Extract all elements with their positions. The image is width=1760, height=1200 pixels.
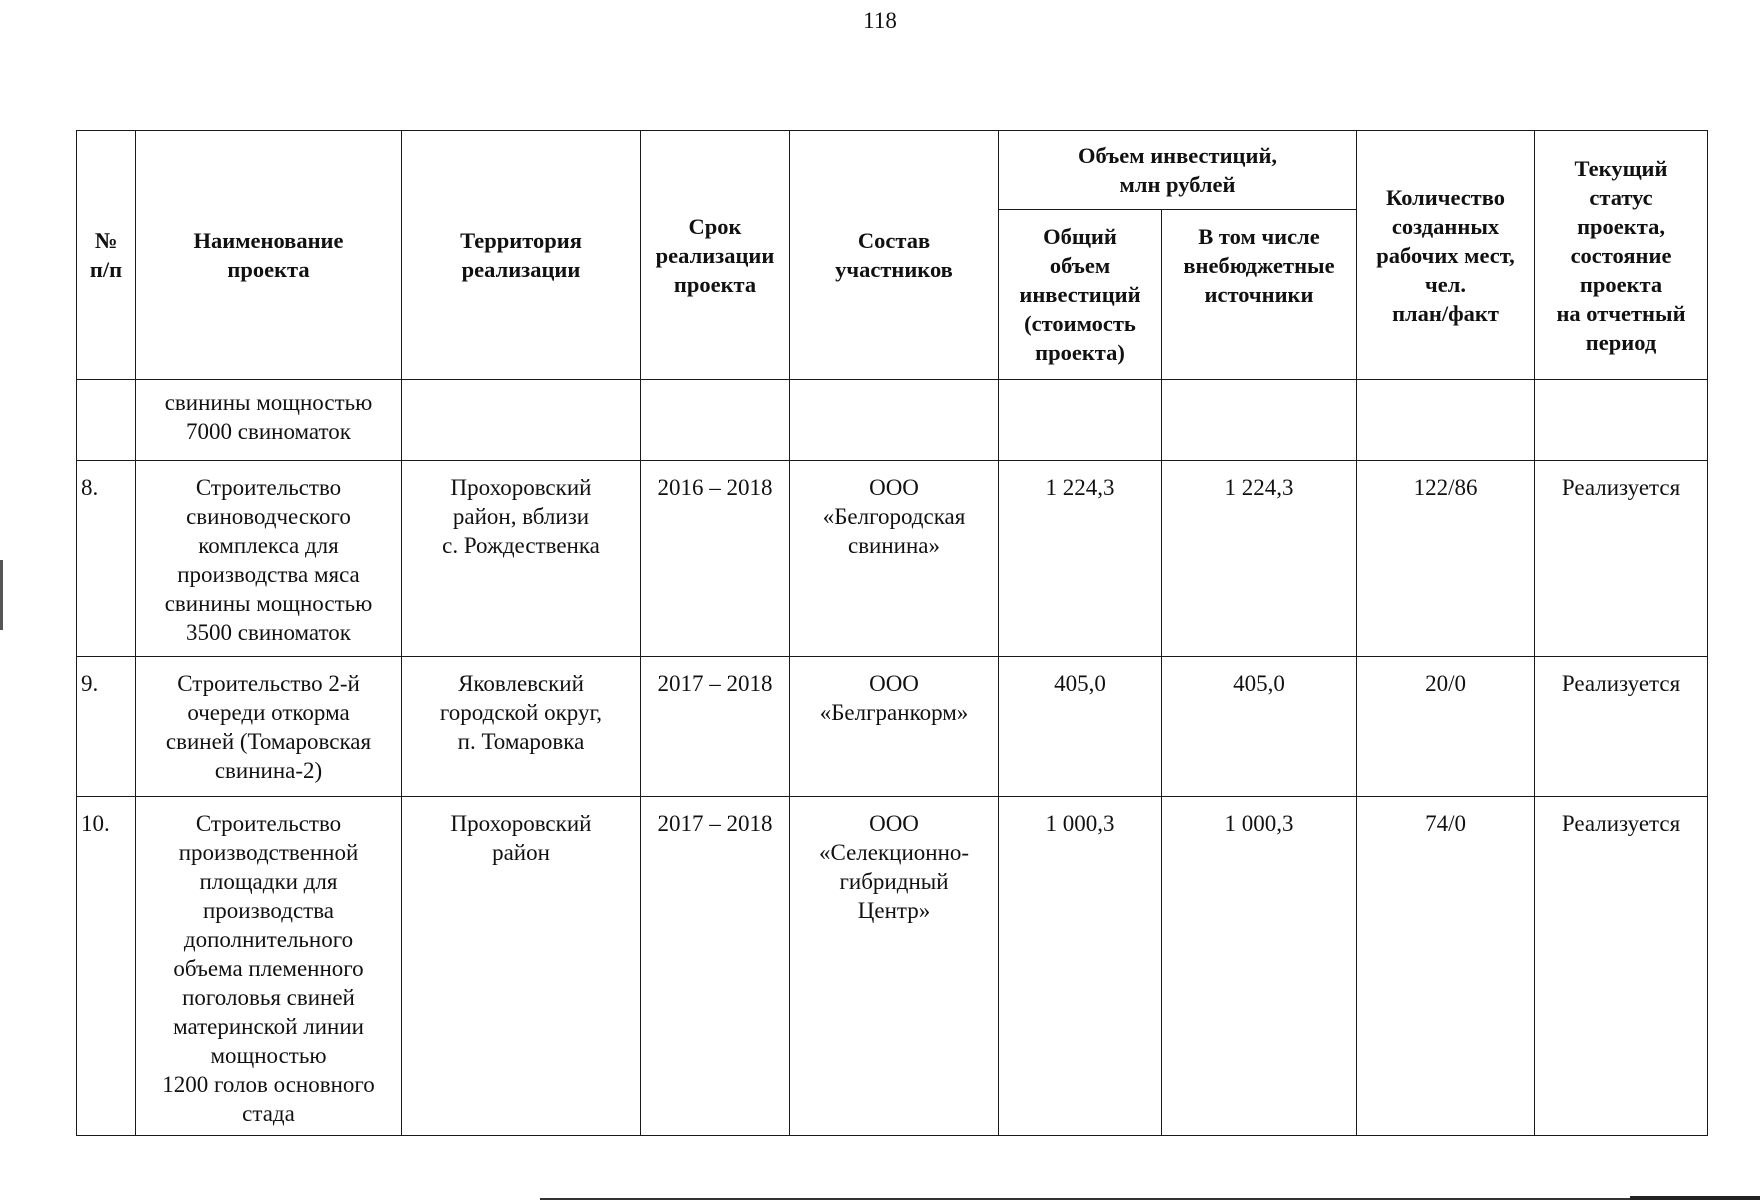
cell-participants: ООО «Селекционно- гибридный Центр»: [790, 797, 999, 1136]
cell-num: [77, 380, 136, 461]
investment-projects-table: [76, 130, 1708, 1136]
table-row: [77, 657, 1708, 797]
cell-period: 2017 – 2018: [641, 657, 790, 797]
cell-num: 10.: [77, 797, 136, 1136]
cell-participants: [790, 380, 999, 461]
cell-investment-total: [999, 380, 1162, 461]
cell-territory: Прохоровский район, вблизи с. Рождественка: [402, 461, 641, 657]
cell-num: 9.: [77, 657, 136, 797]
cell-investment-total: 1 000,3: [999, 797, 1162, 1136]
cell-investment-total: 1 224,3: [999, 461, 1162, 657]
page-number: 118: [863, 8, 897, 33]
header-investment-total: Общий объем инвестиций (стоимость проекта): [999, 210, 1162, 380]
cell-status: Реализуется: [1535, 657, 1708, 797]
scan-edge-mark: [0, 560, 3, 630]
header-jobs: Количество созданных рабочих мест, чел. план/факт: [1357, 131, 1535, 380]
bottom-rule-thick: [1630, 1196, 1760, 1200]
header-status: Текущий статус проекта, состояние проекта на отчетный период: [1535, 131, 1708, 380]
header-investment-offbudget: В том числе внебюджетные источники: [1162, 210, 1357, 380]
cell-status: [1535, 380, 1708, 461]
cell-investment-offbudget: 1 000,3: [1162, 797, 1357, 1136]
header-period: Срок реализации проекта: [641, 131, 790, 380]
header-investment-group: Объем инвестиций, млн рублей: [999, 131, 1357, 210]
cell-territory: Прохоровский район: [402, 797, 641, 1136]
cell-period: [641, 380, 790, 461]
header-territory: Территория реализации: [402, 131, 641, 380]
cell-jobs: 122/86: [1357, 461, 1535, 657]
table-row: [77, 797, 1708, 1136]
cell-project-name: свинины мощностью 7000 свиноматок: [136, 380, 402, 461]
cell-participants: ООО «Белгородская свинина»: [790, 461, 999, 657]
cell-investment-offbudget: 405,0: [1162, 657, 1357, 797]
cell-period: 2016 – 2018: [641, 461, 790, 657]
header-num: № п/п: [77, 131, 136, 380]
cell-project-name: Строительство свиноводческого комплекса для производства мяса свинины мощностью 3500 свиноматок: [136, 461, 402, 657]
cell-jobs: 74/0: [1357, 797, 1535, 1136]
table-row-continuation: [77, 380, 1708, 461]
cell-status: Реализуется: [1535, 461, 1708, 657]
cell-territory: [402, 380, 641, 461]
cell-status: Реализуется: [1535, 797, 1708, 1136]
cell-period: 2017 – 2018: [641, 797, 790, 1136]
header-project-name: Наименование проекта: [136, 131, 402, 380]
cell-investment-total: 405,0: [999, 657, 1162, 797]
cell-territory: Яковлевский городской округ, п. Томаровка: [402, 657, 641, 797]
cell-jobs: [1357, 380, 1535, 461]
cell-investment-offbudget: 1 224,3: [1162, 461, 1357, 657]
cell-num: 8.: [77, 461, 136, 657]
cell-investment-offbudget: [1162, 380, 1357, 461]
cell-project-name: Строительство производственной площадки для производства дополнительного объема племенного поголовья свиней материнской линии мощностью 1200 голов основного стада: [136, 797, 402, 1136]
cell-project-name: Строительство 2-й очереди откорма свиней (Томаровская свинина-2): [136, 657, 402, 797]
cell-participants: ООО «Белгранкорм»: [790, 657, 999, 797]
cell-jobs: 20/0: [1357, 657, 1535, 797]
header-participants: Состав участников: [790, 131, 999, 380]
table-row: [77, 461, 1708, 657]
